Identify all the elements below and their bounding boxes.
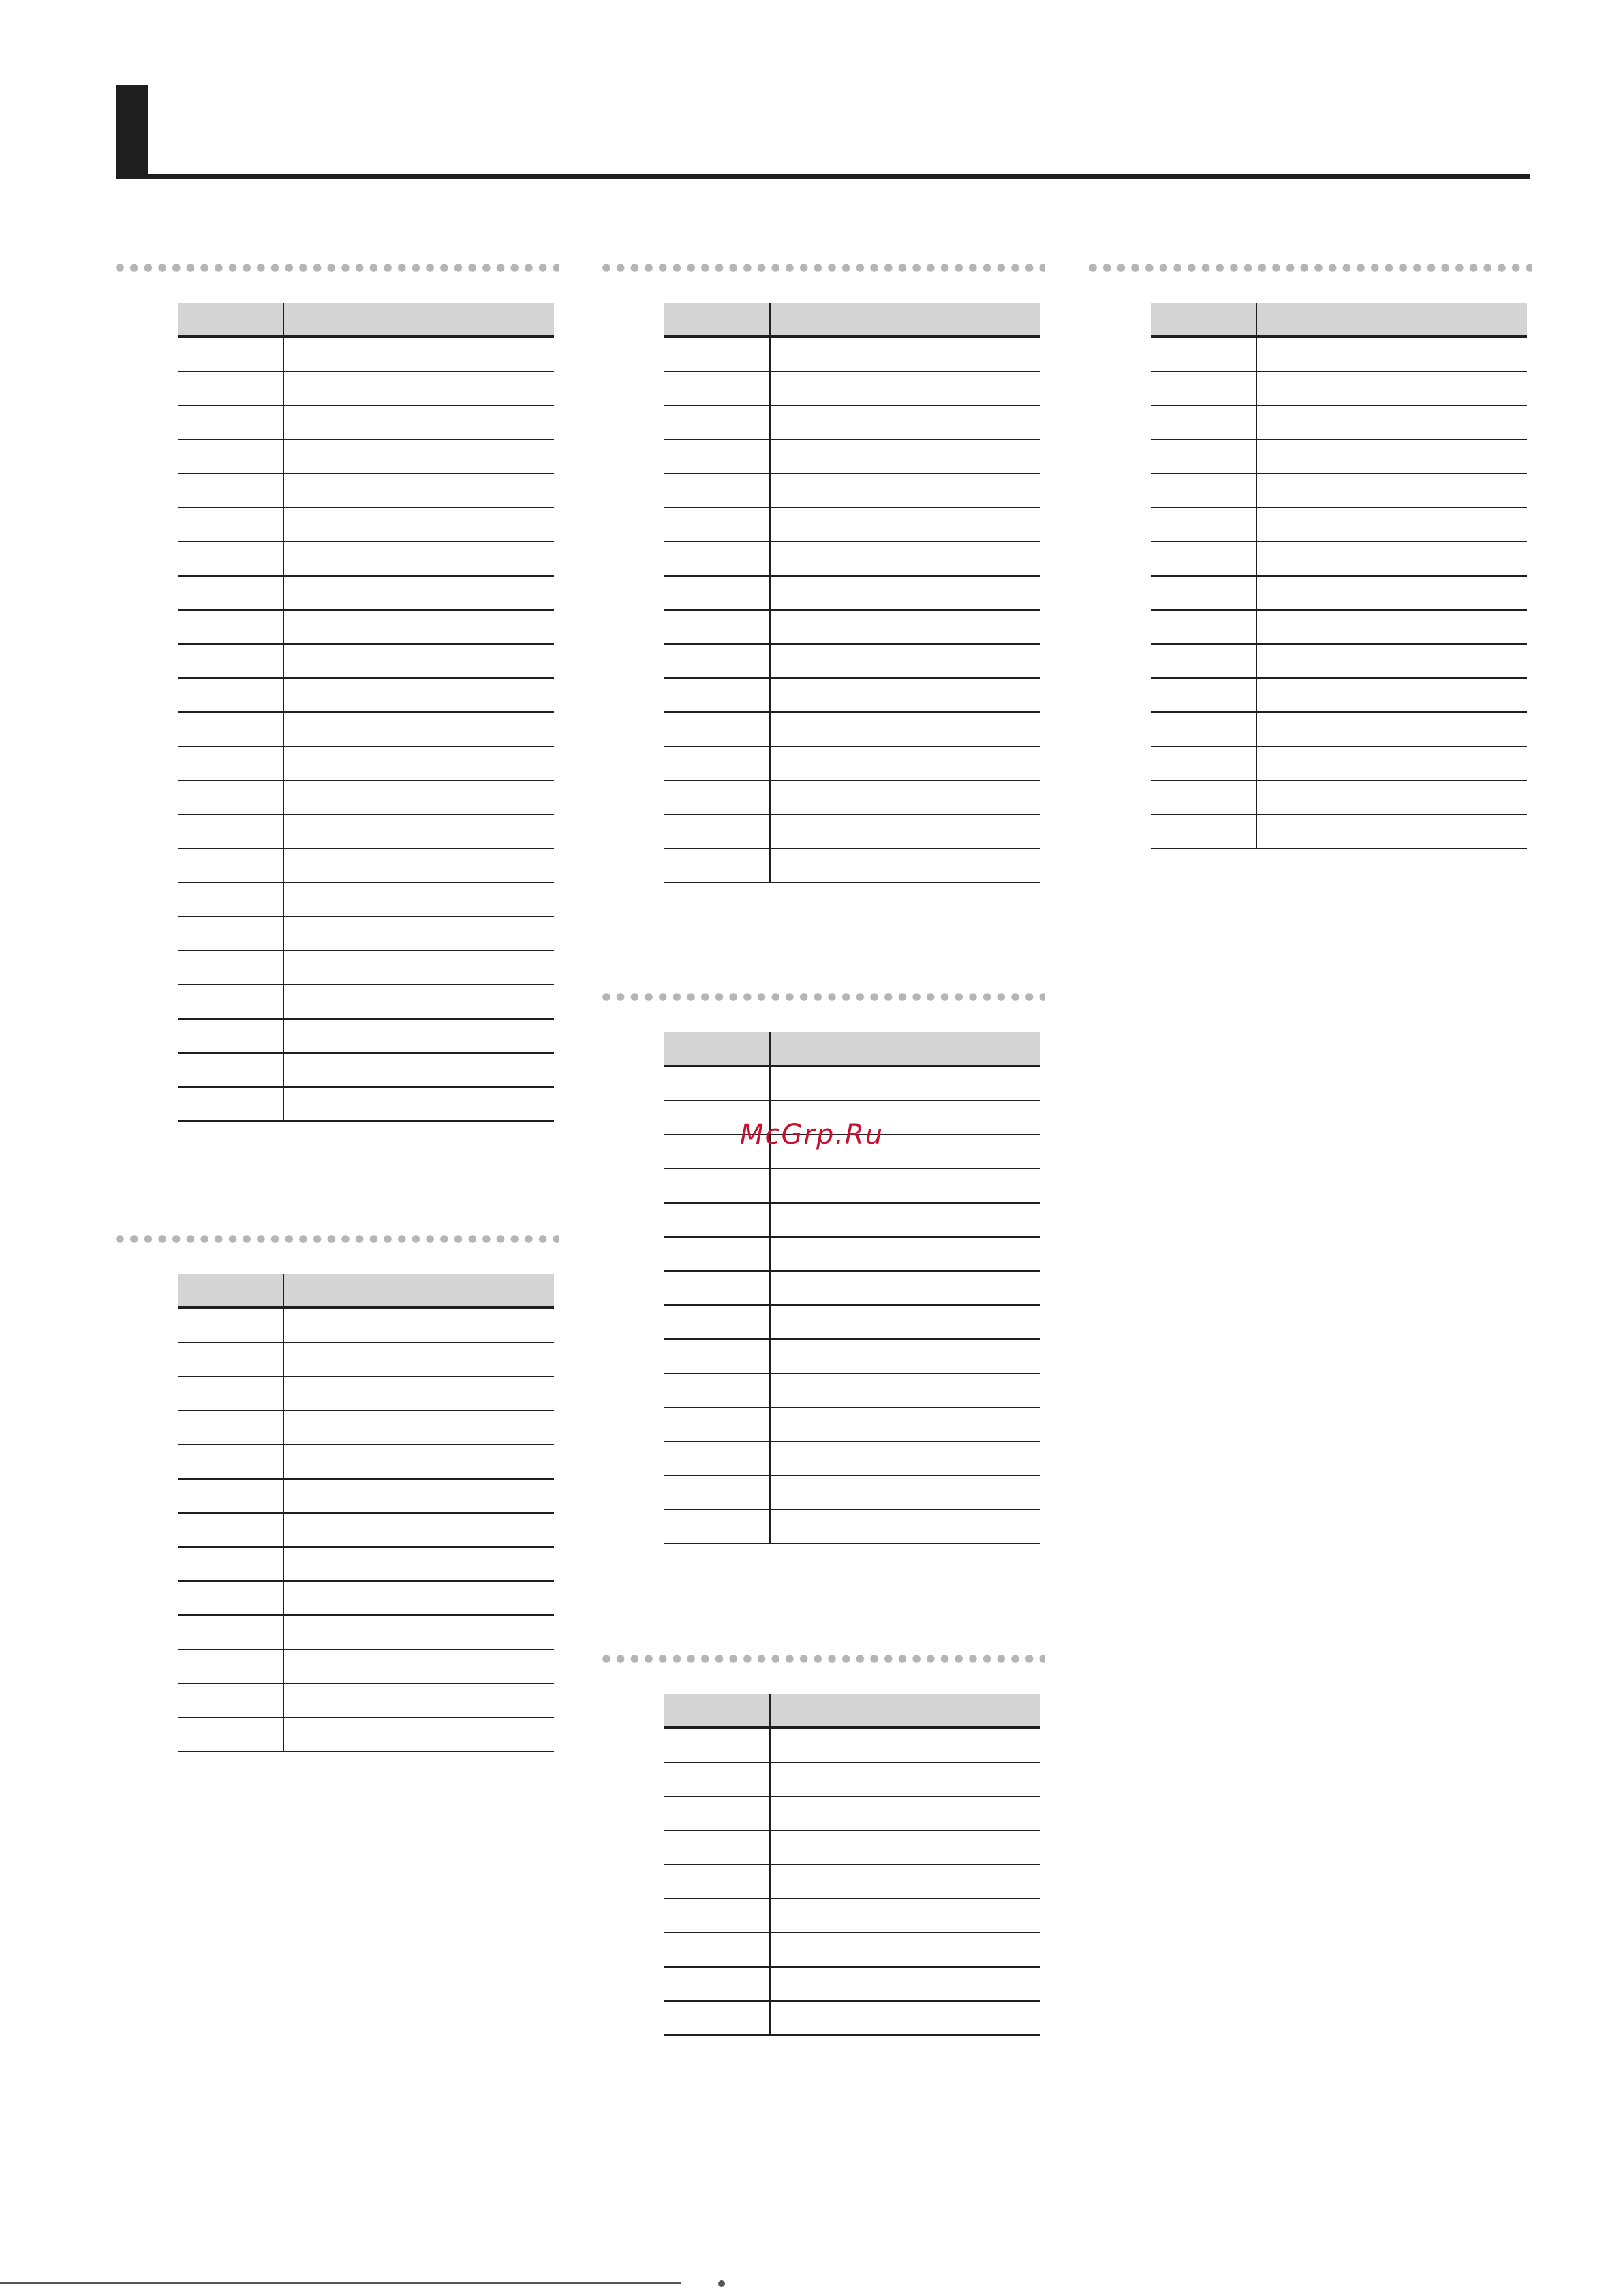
table-cell-key: [664, 1475, 770, 1510]
table-row: [178, 1053, 554, 1087]
table-header-cell-value: [283, 303, 554, 337]
table-row: [1151, 746, 1527, 780]
table-header-row: [664, 1694, 1040, 1728]
table-cell-value: [770, 440, 1040, 474]
table-cell-key: [664, 1305, 770, 1339]
table-cell-value: [1256, 712, 1527, 746]
table-row: [178, 712, 554, 746]
table-cell-value: [1256, 746, 1527, 780]
table-row: [178, 1547, 554, 1581]
table-row: [178, 1683, 554, 1717]
table-cell-key: [178, 337, 283, 371]
table-cell-value: [283, 678, 554, 712]
table-cell-key: [664, 814, 770, 848]
table-cell-key: [1151, 712, 1256, 746]
table-cell-value: [283, 508, 554, 542]
table-row: [664, 2001, 1040, 2035]
table-cell-value: [770, 1967, 1040, 2001]
table-row: [178, 371, 554, 405]
table-row: [664, 1510, 1040, 1544]
table-header-cell-key: [178, 303, 283, 337]
table-row: [178, 883, 554, 917]
table-cell-key: [664, 746, 770, 780]
table-cell-key: [178, 1377, 283, 1411]
table-cell-value: [283, 883, 554, 917]
table-row: [178, 1479, 554, 1513]
table-cell-key: [178, 542, 283, 576]
table-cell-key: [178, 440, 283, 474]
table-cell-key: [664, 576, 770, 610]
table-row: [664, 644, 1040, 678]
table-row: [178, 405, 554, 440]
table-header-cell-key: [1151, 303, 1256, 337]
table-cell-key: [1151, 337, 1256, 371]
table-cell-key: [178, 746, 283, 780]
table-header-cell-key: [664, 303, 770, 337]
table-row: [664, 1933, 1040, 1967]
table-4: [664, 1032, 1040, 1544]
table-row: [664, 1475, 1040, 1510]
table-row: [178, 917, 554, 951]
table-row: [1151, 712, 1527, 746]
table-row: [664, 576, 1040, 610]
table-cell-key: [664, 1796, 770, 1831]
table-cell-key: [178, 1411, 283, 1445]
table-cell-key: [664, 1373, 770, 1407]
table-row: [664, 780, 1040, 814]
table-cell-key: [664, 542, 770, 576]
table-row: [1151, 474, 1527, 508]
table-cell-value: [1256, 814, 1527, 848]
table-cell-key: [1151, 678, 1256, 712]
table-cell-value: [770, 508, 1040, 542]
table-row: [664, 1865, 1040, 1899]
table-cell-value: [1256, 474, 1527, 508]
table-row: [664, 371, 1040, 405]
table-cell-key: [664, 610, 770, 644]
table-cell-value: [770, 542, 1040, 576]
table-cell-key: [1151, 780, 1256, 814]
table-cell-value: [283, 610, 554, 644]
table-cell-value: [283, 1377, 554, 1411]
table-cell-value: [283, 371, 554, 405]
table-header-row: [1151, 303, 1527, 337]
table-cell-key: [664, 1510, 770, 1544]
table-cell-key: [178, 883, 283, 917]
table-cell-value: [1256, 576, 1527, 610]
table-cell-key: [1151, 610, 1256, 644]
table-cell-key: [178, 1683, 283, 1717]
table-cell-key: [178, 371, 283, 405]
table-row: [664, 337, 1040, 371]
table-cell-value: [283, 542, 554, 576]
table-row: [178, 678, 554, 712]
table-cell-value: [770, 1762, 1040, 1796]
section-divider-3: [602, 264, 1045, 272]
table-row: [664, 1831, 1040, 1865]
table-cell-key: [1151, 542, 1256, 576]
table-row: [664, 1899, 1040, 1933]
table-row: [664, 405, 1040, 440]
table-cell-key: [178, 917, 283, 951]
table-1: [178, 303, 554, 1122]
table-cell-value: [1256, 440, 1527, 474]
table-cell-value: [770, 1305, 1040, 1339]
table-row: [664, 678, 1040, 712]
table-2: [178, 1274, 554, 1752]
table-row: [178, 1717, 554, 1751]
table-row: [664, 508, 1040, 542]
table-cell-key: [664, 1831, 770, 1865]
table-row: [178, 1649, 554, 1683]
table-cell-value: [1256, 337, 1527, 371]
table-cell-value: [283, 1053, 554, 1087]
table-cell-key: [178, 678, 283, 712]
table-row: [178, 848, 554, 883]
table-cell-value: [1256, 678, 1527, 712]
table-header-row: [178, 303, 554, 337]
table-header-row: [664, 1032, 1040, 1066]
watermark-text: McGrp.Ru: [740, 1119, 884, 1150]
table-cell-key: [178, 1581, 283, 1615]
table-cell-key: [664, 1407, 770, 1441]
table-row: [178, 440, 554, 474]
table-cell-key: [178, 1053, 283, 1087]
table-row: [178, 814, 554, 848]
chapter-title-block: [116, 85, 148, 179]
table-header-cell-key: [664, 1032, 770, 1066]
table-cell-value: [283, 1479, 554, 1513]
table-cell-value: [770, 814, 1040, 848]
table-cell-value: [1256, 644, 1527, 678]
table-row: [178, 985, 554, 1019]
table-cell-key: [664, 848, 770, 883]
table-cell-value: [283, 1019, 554, 1053]
table-cell-key: [178, 1445, 283, 1479]
table-cell-key: [1151, 405, 1256, 440]
table-row: [178, 644, 554, 678]
table-cell-value: [283, 917, 554, 951]
table-row: [664, 1762, 1040, 1796]
table-cell-value: [770, 371, 1040, 405]
table-row: [178, 542, 554, 576]
table-cell-key: [664, 2001, 770, 2035]
table-cell-key: [664, 440, 770, 474]
table-cell-key: [178, 1479, 283, 1513]
table-header-cell-value: [770, 1694, 1040, 1728]
table-cell-key: [178, 848, 283, 883]
table-row: [1151, 576, 1527, 610]
table-cell-value: [770, 746, 1040, 780]
table-cell-value: [770, 1407, 1040, 1441]
table-cell-value: [283, 474, 554, 508]
table-cell-key: [1151, 440, 1256, 474]
table-header-cell-value: [1256, 303, 1527, 337]
table-row: [178, 610, 554, 644]
table-cell-value: [283, 1308, 554, 1343]
table-5: [664, 1694, 1040, 2036]
table-cell-value: [1256, 780, 1527, 814]
table-cell-key: [664, 371, 770, 405]
table-cell-key: [178, 985, 283, 1019]
table-cell-value: [283, 780, 554, 814]
table-cell-key: [664, 712, 770, 746]
table-cell-value: [770, 610, 1040, 644]
table-cell-key: [178, 644, 283, 678]
table-cell-key: [178, 1087, 283, 1121]
section-divider-5: [602, 1655, 1045, 1663]
table-cell-value: [283, 1649, 554, 1683]
table-row: [664, 712, 1040, 746]
table-cell-value: [770, 1066, 1040, 1101]
section-divider-4: [602, 993, 1045, 1001]
table-row: [1151, 780, 1527, 814]
table-cell-key: [178, 1717, 283, 1751]
table-cell-value: [1256, 542, 1527, 576]
table-cell-value: [770, 337, 1040, 371]
table-row: [664, 1305, 1040, 1339]
table-cell-value: [770, 1441, 1040, 1475]
table-cell-key: [1151, 371, 1256, 405]
table-cell-value: [770, 712, 1040, 746]
table-cell-value: [283, 337, 554, 371]
table-cell-value: [770, 1510, 1040, 1544]
table-cell-value: [770, 644, 1040, 678]
table-cell-value: [770, 1865, 1040, 1899]
table-row: [664, 1203, 1040, 1237]
table-row: [178, 474, 554, 508]
table-row: [1151, 405, 1527, 440]
table-row: [178, 508, 554, 542]
table-cell-key: [664, 1339, 770, 1373]
table-row: [664, 474, 1040, 508]
table-cell-key: [664, 337, 770, 371]
table-cell-key: [1151, 576, 1256, 610]
table-row: [664, 1066, 1040, 1101]
table-cell-value: [1256, 508, 1527, 542]
table-cell-value: [770, 1728, 1040, 1762]
table-cell-value: [283, 746, 554, 780]
table-cell-value: [770, 1169, 1040, 1203]
table-cell-key: [178, 610, 283, 644]
table-cell-value: [770, 405, 1040, 440]
table-row: [1151, 440, 1527, 474]
table-row: [178, 780, 554, 814]
table-row: [178, 1513, 554, 1547]
table-header-row: [178, 1274, 554, 1308]
table-cell-value: [283, 440, 554, 474]
table-row: [664, 814, 1040, 848]
table-row: [664, 1373, 1040, 1407]
table-row: [178, 1581, 554, 1615]
table-3: [664, 303, 1040, 883]
table-cell-value: [283, 1513, 554, 1547]
table-row: [178, 1343, 554, 1377]
table-row: [664, 440, 1040, 474]
table-row: [664, 1796, 1040, 1831]
table-cell-value: [770, 1475, 1040, 1510]
table-cell-value: [770, 1271, 1040, 1305]
table-row: [664, 610, 1040, 644]
section-divider-2: [116, 1235, 559, 1243]
table-row: [1151, 678, 1527, 712]
table-cell-value: [770, 1203, 1040, 1237]
table-cell-key: [664, 1271, 770, 1305]
table-cell-value: [283, 848, 554, 883]
table-row: [664, 1271, 1040, 1305]
table-cell-key: [1151, 508, 1256, 542]
table-row: [664, 1967, 1040, 2001]
table-header-row: [664, 303, 1040, 337]
footer-page-marker: [718, 2280, 725, 2287]
table-row: [1151, 644, 1527, 678]
table-cell-key: [178, 1308, 283, 1343]
table-cell-key: [664, 1203, 770, 1237]
table-row: [1151, 610, 1527, 644]
table-cell-value: [770, 1373, 1040, 1407]
table-row: [178, 337, 554, 371]
table-row: [664, 1339, 1040, 1373]
table-cell-value: [283, 1445, 554, 1479]
table-row: [178, 1615, 554, 1649]
table-cell-key: [664, 1865, 770, 1899]
table-cell-key: [178, 780, 283, 814]
table-cell-value: [283, 1343, 554, 1377]
table-cell-value: [283, 1581, 554, 1615]
table-cell-key: [664, 1899, 770, 1933]
table-cell-key: [178, 1649, 283, 1683]
table-cell-value: [283, 1087, 554, 1121]
table-row: [1151, 371, 1527, 405]
table-header-cell-value: [770, 1032, 1040, 1066]
table-cell-value: [283, 1547, 554, 1581]
table-cell-value: [283, 1717, 554, 1751]
table-cell-value: [283, 644, 554, 678]
table-cell-key: [178, 576, 283, 610]
table-cell-key: [664, 1967, 770, 2001]
table-6: [1151, 303, 1527, 849]
table-row: [178, 1087, 554, 1121]
table-row: [664, 1237, 1040, 1271]
table-header-cell-value: [770, 303, 1040, 337]
table-cell-key: [664, 1169, 770, 1203]
section-divider-6: [1089, 264, 1532, 272]
table-cell-key: [1151, 746, 1256, 780]
table-row: [1151, 337, 1527, 371]
table-cell-key: [178, 712, 283, 746]
table-cell-key: [1151, 474, 1256, 508]
table-cell-value: [770, 848, 1040, 883]
table-cell-key: [178, 508, 283, 542]
chapter-title-rule: [116, 174, 1530, 179]
table-cell-value: [283, 405, 554, 440]
table-cell-value: [283, 1615, 554, 1649]
table-cell-value: [1256, 405, 1527, 440]
table-cell-key: [1151, 644, 1256, 678]
table-cell-key: [178, 1547, 283, 1581]
table-row: [178, 746, 554, 780]
section-divider-1: [116, 264, 559, 272]
table-cell-value: [283, 814, 554, 848]
table-row: [1151, 814, 1527, 848]
table-cell-value: [283, 985, 554, 1019]
table-cell-key: [664, 405, 770, 440]
table-cell-key: [178, 1343, 283, 1377]
table-cell-key: [664, 1933, 770, 1967]
table-header-cell-key: [178, 1274, 283, 1308]
table-cell-value: [770, 1831, 1040, 1865]
table-header-cell-key: [664, 1694, 770, 1728]
table-cell-value: [770, 2001, 1040, 2035]
table-row: [1151, 542, 1527, 576]
table-cell-key: [664, 1441, 770, 1475]
table-cell-value: [283, 712, 554, 746]
table-row: [664, 542, 1040, 576]
table-cell-value: [283, 951, 554, 985]
table-cell-value: [770, 1339, 1040, 1373]
table-cell-key: [178, 1513, 283, 1547]
table-cell-value: [770, 780, 1040, 814]
table-cell-value: [283, 1411, 554, 1445]
table-cell-key: [178, 1019, 283, 1053]
table-header-cell-value: [283, 1274, 554, 1308]
table-cell-key: [178, 1615, 283, 1649]
table-row: [664, 1441, 1040, 1475]
table-row: [178, 1308, 554, 1343]
table-row: [178, 1445, 554, 1479]
table-cell-key: [178, 951, 283, 985]
table-cell-value: [770, 576, 1040, 610]
table-cell-key: [664, 474, 770, 508]
table-row: [1151, 508, 1527, 542]
table-cell-value: [770, 678, 1040, 712]
table-row: [178, 951, 554, 985]
table-row: [664, 1169, 1040, 1203]
table-cell-key: [664, 780, 770, 814]
table-cell-value: [283, 576, 554, 610]
table-cell-value: [770, 1796, 1040, 1831]
table-cell-value: [1256, 610, 1527, 644]
table-cell-value: [770, 1933, 1040, 1967]
table-row: [664, 746, 1040, 780]
table-row: [664, 848, 1040, 883]
table-row: [664, 1728, 1040, 1762]
table-cell-key: [178, 474, 283, 508]
table-cell-key: [664, 1728, 770, 1762]
table-cell-key: [664, 1762, 770, 1796]
table-cell-key: [664, 644, 770, 678]
table-row: [178, 1377, 554, 1411]
table-cell-key: [178, 814, 283, 848]
table-cell-value: [1256, 371, 1527, 405]
table-cell-key: [664, 508, 770, 542]
table-row: [178, 576, 554, 610]
table-cell-key: [178, 405, 283, 440]
footer-rule: [0, 2282, 681, 2284]
table-cell-key: [664, 1237, 770, 1271]
table-row: [664, 1407, 1040, 1441]
table-row: [178, 1019, 554, 1053]
table-cell-value: [770, 474, 1040, 508]
table-cell-value: [770, 1237, 1040, 1271]
table-cell-key: [664, 1066, 770, 1101]
table-cell-key: [1151, 814, 1256, 848]
table-cell-value: [283, 1683, 554, 1717]
table-cell-key: [664, 678, 770, 712]
table-row: [178, 1411, 554, 1445]
table-cell-value: [770, 1899, 1040, 1933]
